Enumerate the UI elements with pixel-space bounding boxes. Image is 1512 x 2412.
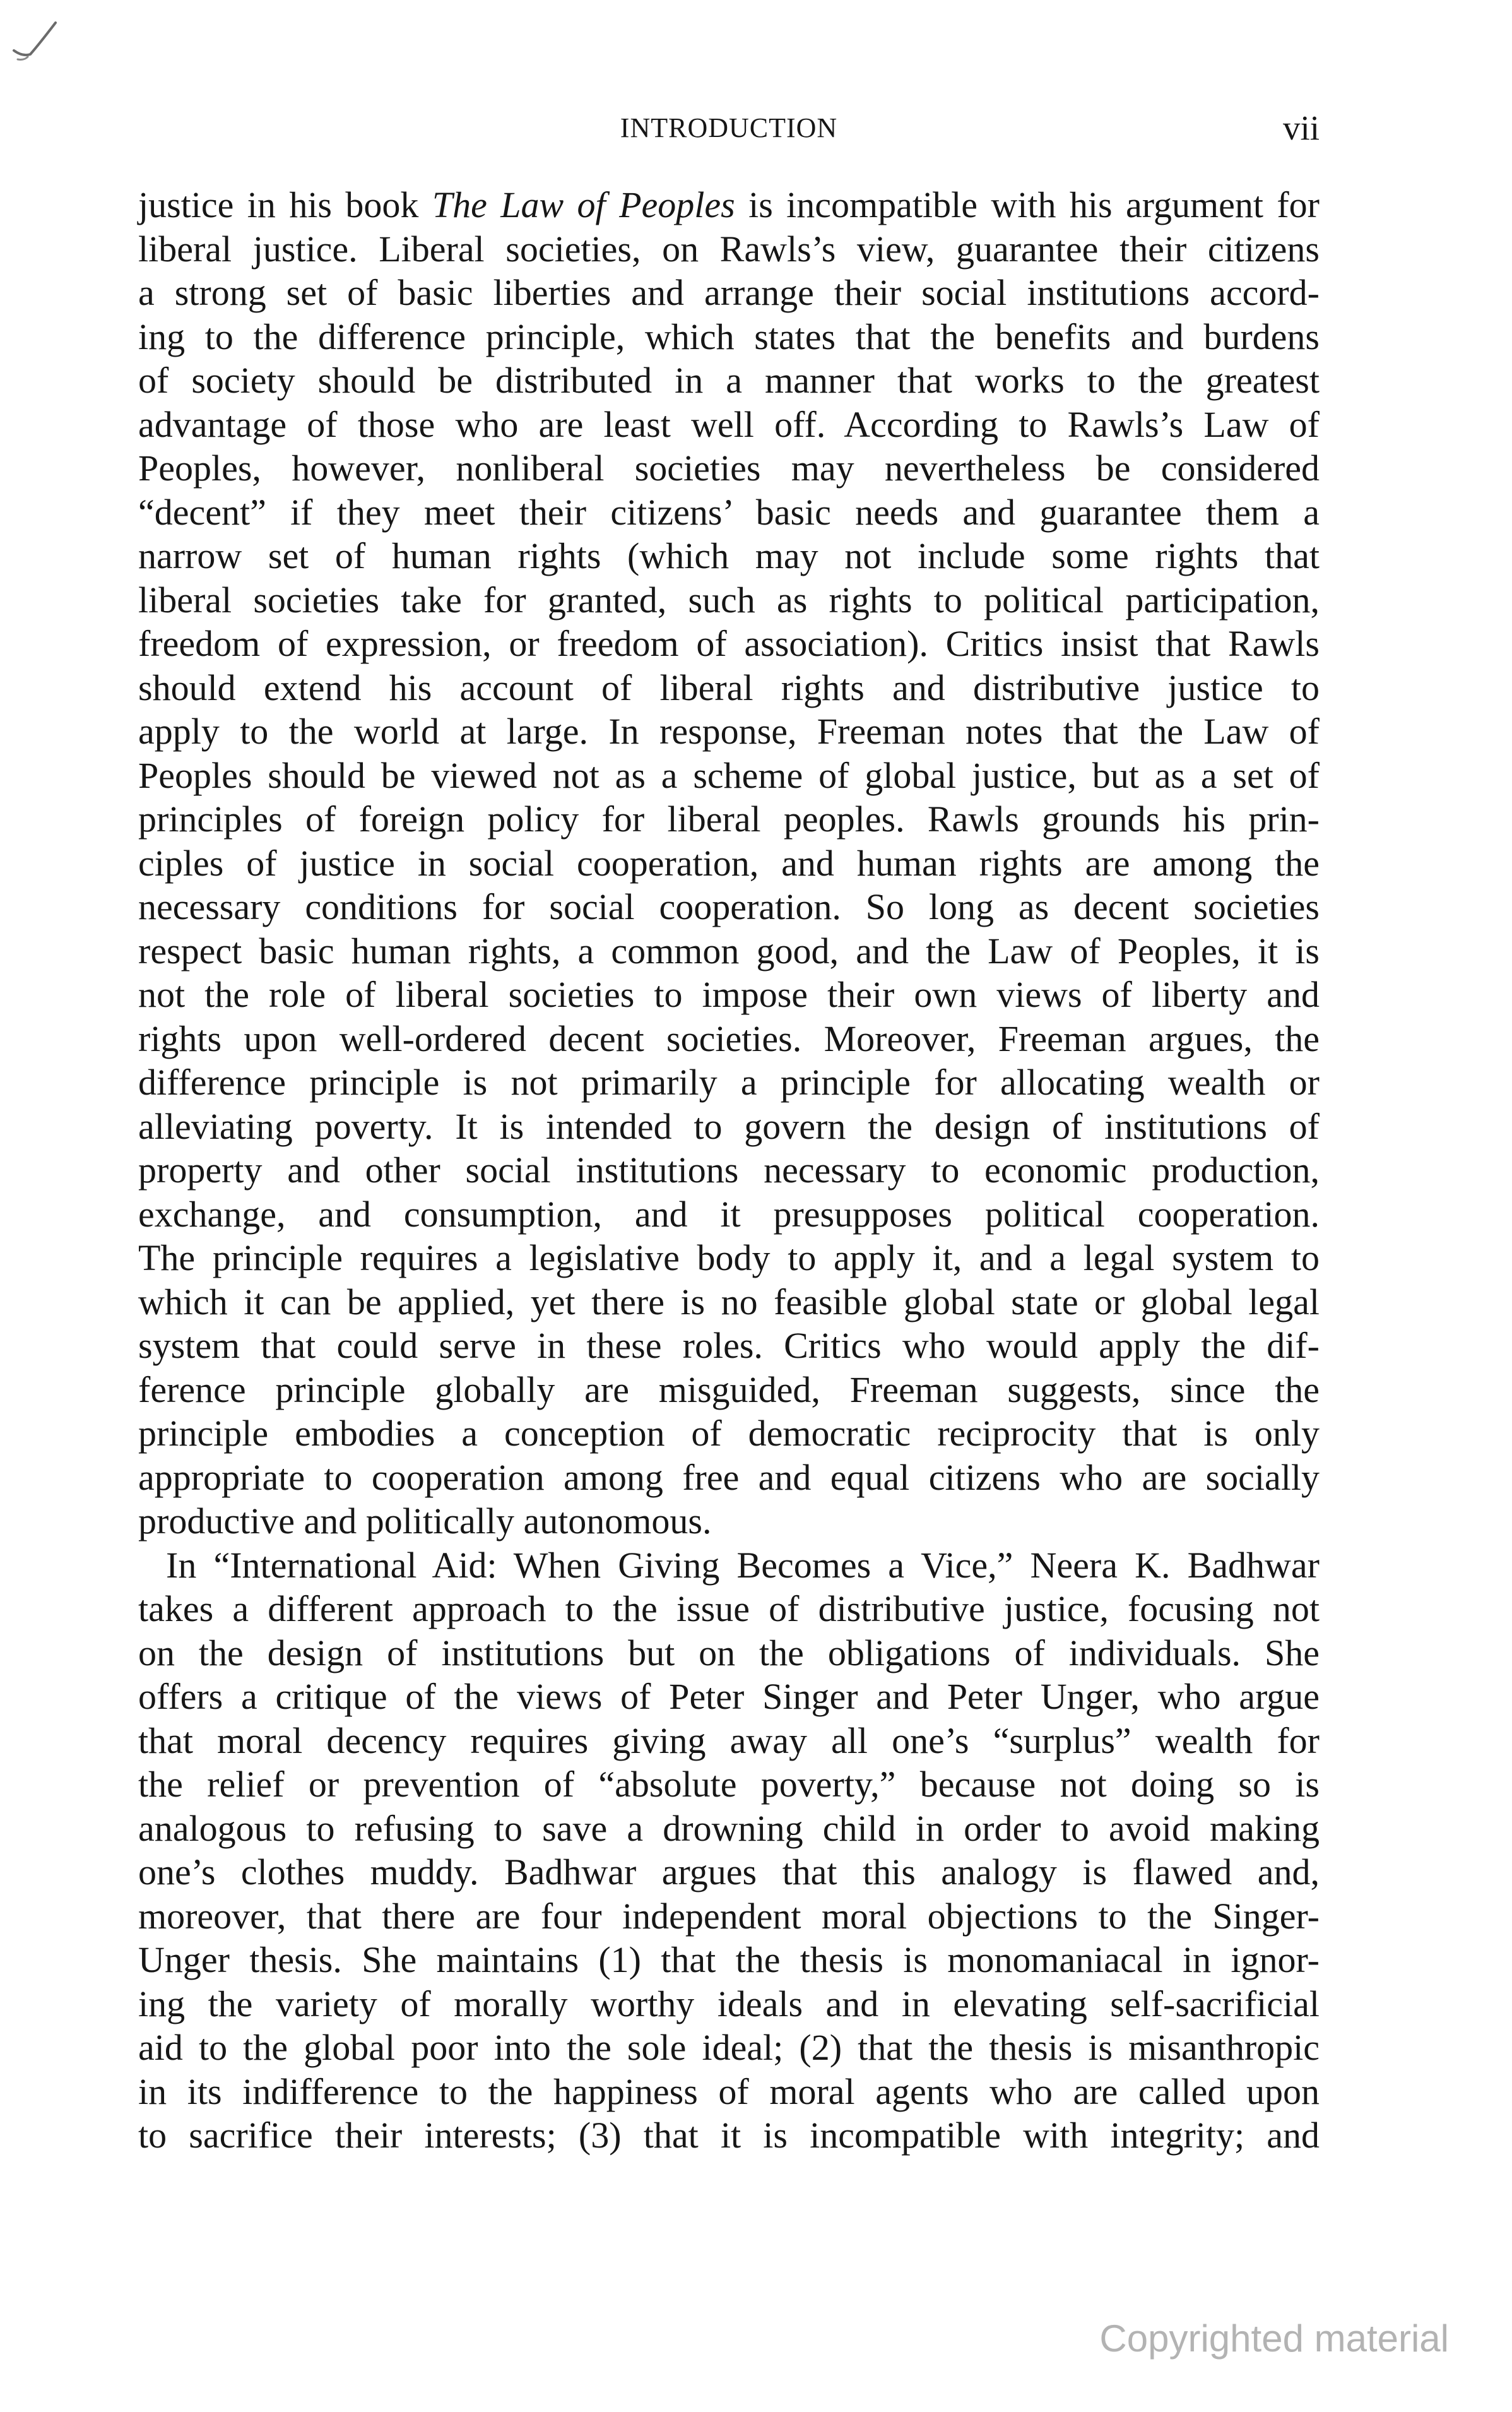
paragraph-2 [138,1543,1320,2158]
text-line: productive and politically autonomous. [138,1500,712,1542]
text-line: The principle requires a legislative body to apply it, and a legal system to [138,1237,1320,1278]
pen-checkmark-icon [11,19,62,69]
text-line: “decent” if they meet their citizens’ basic needs and guarantee them a [138,491,1320,533]
text-line: freedom of expression, or freedom of association). Critics insist that Rawls [138,623,1320,664]
text-line: ciples of justice in social cooperation, and human rights are among the [138,842,1320,884]
text-line: takes a different approach to the issue of distributive justice, focusing not [138,1588,1320,1629]
text-line: the relief or prevention of “absolute poverty,” because not doing so is [138,1764,1320,1805]
text-line: ing the variety of morally worthy ideals and in elevating self-sacrificial [138,1983,1320,2024]
text-line: property and other social institutions necessary to economic production, [138,1150,1320,1191]
text-line: alleviating poverty. It is intended to govern the design of institutions of [138,1105,1320,1147]
running-head-title: INTRODUCTION [620,112,838,143]
text-line: a strong set of basic liberties and arrange their social institutions accord- [138,272,1320,313]
text-line: apply to the world at large. In response, Freeman notes that the Law of [138,711,1320,752]
text-line: principle embodies a conception of democratic reciprocity that is only [138,1413,1320,1454]
text-line: appropriate to cooperation among free and equal citizens who are socially [138,1456,1320,1498]
text-line: Peoples, however, nonliberal societies may nevertheless be considered [138,448,1320,489]
text-line: liberal justice. Liberal societies, on Rawls’s view, guarantee their citizens [138,228,1320,270]
text-line: should extend his account of liberal rights and distributive justice to [138,667,1320,708]
text-line-after-title: is incompatible with his argument for [735,184,1320,225]
text-line: advantage of those who are least well off. According to Rawls’s Law of [138,403,1320,445]
text-line: rights upon well-ordered decent societies. Moreover, Freeman argues, the [138,1018,1320,1059]
page-number: vii [1282,109,1320,147]
text-line: Unger thesis. She maintains (1) that the thesis is monomaniacal in ignor- [138,1939,1320,1980]
paragraph-1 [138,183,1320,1543]
text-line: to sacrifice their interests; (3) that it is incompatible with integrity; and [138,2115,1320,2156]
copyright-watermark: Copyrighted material [1099,2317,1449,2360]
text-line: Peoples should be viewed not as a scheme of global justice, but as a set of [138,754,1320,796]
book-title: The Law of Peoples [432,184,735,225]
text-line: necessary conditions for social cooperation. So long as decent societies [138,886,1320,927]
text-line: not the role of liberal societies to impose their own views of liberty and [138,974,1320,1015]
text-line: of society should be distributed in a manner that works to the greatest [138,360,1320,401]
text-line-before-title: justice in his book [138,184,432,225]
text-line: ference principle globally are misguided, Freeman suggests, since the [138,1369,1320,1410]
text-line: moreover, that there are four independent moral objections to the Singer- [138,1895,1320,1937]
text-line [138,183,1320,227]
text-line: offers a critique of the views of Peter Singer and Peter Unger, who argue [138,1676,1320,1717]
text-line: respect basic human rights, a common good, and the Law of Peoples, it is [138,930,1320,971]
text-line: which it can be applied, yet there is no feasible global state or global legal [138,1281,1320,1322]
text-line: system that could serve in these roles. Critics who would apply the dif- [138,1325,1320,1366]
text-line: ing to the difference principle, which states that the benefits and burdens [138,316,1320,357]
text-line: that moral decency requires giving away all one’s “surplus” wealth for [138,1720,1320,1761]
text-line: on the design of institutions but on the obligations of individuals. She [138,1632,1320,1673]
running-head [138,106,1320,150]
text-line: in its indifference to the happiness of moral agents who are called upon [138,2070,1320,2112]
text-line: one’s clothes muddy. Badhwar argues that this analogy is flawed and, [138,1851,1320,1892]
text-line: aid to the global poor into the sole ideal; (2) that the thesis is misanthropic [138,2027,1320,2068]
text-line: exchange, and consumption, and it presupposes political cooperation. [138,1193,1320,1235]
text-line: In “International Aid: When Giving Becomes a Vice,” Neera K. Badhwar [166,1544,1320,1586]
body-text [138,183,1320,2158]
text-line: liberal societies take for granted, such as rights to political participation, [138,579,1320,621]
text-line: analogous to refusing to save a drowning child in order to avoid making [138,1807,1320,1849]
text-line: narrow set of human rights (which may not include some rights that [138,535,1320,576]
text-line: principles of foreign policy for liberal peoples. Rawls grounds his prin- [138,799,1320,840]
text-line: difference principle is not primarily a principle for allocating wealth or [138,1062,1320,1103]
